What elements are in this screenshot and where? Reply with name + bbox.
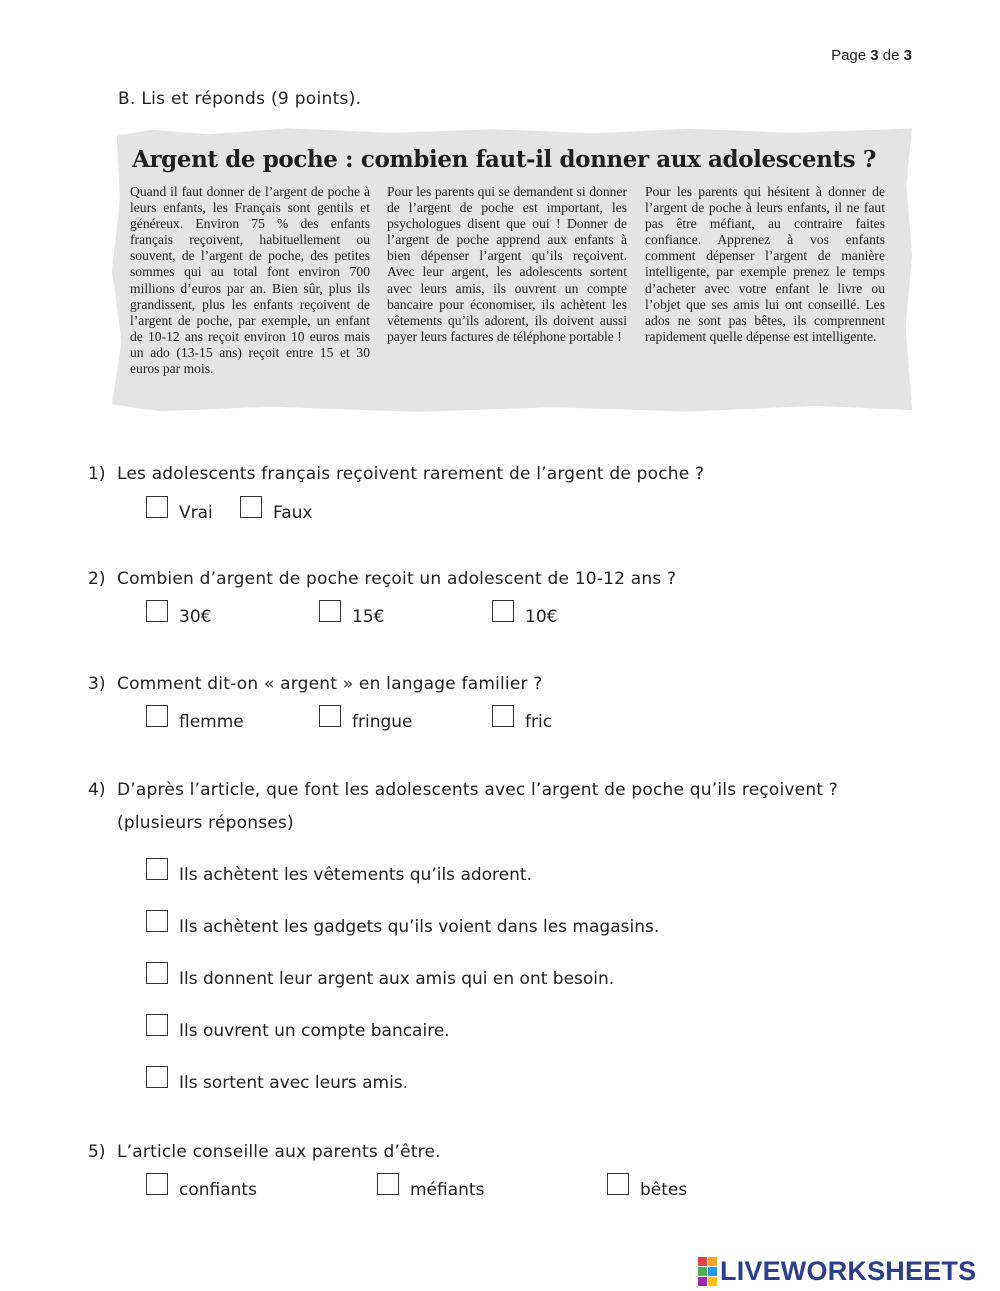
option-label: Ils achètent les vêtements qu’ils adorent.: [179, 865, 532, 885]
option-label: 10€: [525, 607, 558, 627]
question-3-text: Comment dit-on « argent » en langage familier ?: [117, 674, 543, 694]
article-column-1: Quand il faut donner de l’argent de poche à leurs enfants, les Français sont gentils et généreux. Environ 75 % des enfants français reçoivent, habituellement ou souvent, de l’argent de poche, des petites sommes qui au total font environ 700 millions d’euros par an. Bien sûr, plus ils grandissent, plus les enfants reçoivent de l’argent de poche, par exemple, un enfant de 10-12 ans reçoit environ 10 euros mais un ado (13-15 ans) reçoit entre 15 et 30 euros par mois.: [130, 184, 370, 377]
option-label: 30€: [179, 607, 212, 627]
question-number: 3): [88, 674, 106, 694]
checkbox-q5-betes[interactable]: [607, 1173, 629, 1195]
option-label: fric: [525, 712, 553, 732]
checkbox-q5-mefiants[interactable]: [377, 1173, 399, 1195]
checkbox-q4-sortent[interactable]: [146, 1066, 168, 1088]
question-4-subtext: (plusieurs réponses): [117, 813, 294, 833]
option-label: confiants: [179, 1180, 257, 1200]
article-title: Argent de poche : combien faut-il donner aux adolescents ?: [132, 146, 876, 173]
question-number: 4): [88, 780, 106, 800]
article-column-2: Pour les parents qui se demandent si donner de l’argent de poche est important, les psychologues disent que oui ! Donner de l’argent de poche apprend aux enfants à bien dépenser l’argent qu’ils reçoivent. Avec leur argent, les adolescents sortent avec leurs amis, ils ouvrent un compte bancaire pour économiser, ils achètent les vêtements qu’ils adorent, ils doivent aussi payer leurs factures de téléphone portable !: [387, 184, 627, 344]
option-label: bêtes: [640, 1180, 688, 1200]
option-label: méfiants: [410, 1180, 485, 1200]
logo-blocks-icon: [698, 1257, 717, 1286]
question-number: 2): [88, 569, 106, 589]
checkbox-q3-fringue[interactable]: [319, 705, 341, 727]
option-label: 15€: [352, 607, 385, 627]
checkbox-q1-faux[interactable]: [240, 496, 262, 518]
checkbox-q4-amis-besoin[interactable]: [146, 962, 168, 984]
option-label: Ils donnent leur argent aux amis qui en ont besoin.: [179, 969, 615, 989]
page-indicator: Page 3 de 3: [831, 47, 912, 64]
checkbox-q2-10[interactable]: [492, 600, 514, 622]
checkbox-q2-15[interactable]: [319, 600, 341, 622]
checkbox-q4-vetements[interactable]: [146, 858, 168, 880]
question-5-text: L’article conseille aux parents d’être.: [117, 1142, 441, 1162]
option-label: Ils achètent les gadgets qu’ils voient dans les magasins.: [179, 917, 660, 937]
question-number: 1): [88, 464, 106, 484]
checkbox-q3-flemme[interactable]: [146, 705, 168, 727]
checkbox-q1-vrai[interactable]: [146, 496, 168, 518]
question-2-text: Combien d’argent de poche reçoit un adolescent de 10-12 ans ?: [117, 569, 677, 589]
article-column-3: Pour les parents qui hésitent à donner de l’argent de poche à leurs enfants, il ne faut pas être méfiant, au contraire faites confiance. Apprenez à vos enfants comment dépenser l’argent de manière intelligente, par exemple prenez le temps d’acheter avec votre enfant le livre ou l’objet que ses amis lui ont conseillé. Les ados ne sont pas bêtes, ils comprennent rapidement quelle dépense est intelligente.: [645, 184, 885, 344]
option-label: fringue: [352, 712, 413, 732]
option-label: Vrai: [179, 503, 213, 523]
option-label: Ils ouvrent un compte bancaire.: [179, 1021, 450, 1041]
option-label: flemme: [179, 712, 244, 732]
question-1-text: Les adolescents français reçoivent rarement de l’argent de poche ?: [117, 464, 705, 484]
option-label: Faux: [273, 503, 313, 523]
liveworksheets-logo: [698, 1256, 976, 1287]
question-4-text: D’après l’article, que font les adolescents avec l’argent de poche qu’ils reçoivent ?: [117, 780, 839, 800]
option-label: Ils sortent avec leurs amis.: [179, 1073, 409, 1093]
checkbox-q4-gadgets[interactable]: [146, 910, 168, 932]
checkbox-q5-confiants[interactable]: [146, 1173, 168, 1195]
checkbox-q2-30[interactable]: [146, 600, 168, 622]
section-title: B. Lis et réponds (9 points).: [118, 89, 362, 109]
checkbox-q3-fric[interactable]: [492, 705, 514, 727]
checkbox-q4-compte[interactable]: [146, 1014, 168, 1036]
logo-text: LIVEWORKSHEETS: [720, 1256, 977, 1286]
question-number: 5): [88, 1142, 106, 1162]
